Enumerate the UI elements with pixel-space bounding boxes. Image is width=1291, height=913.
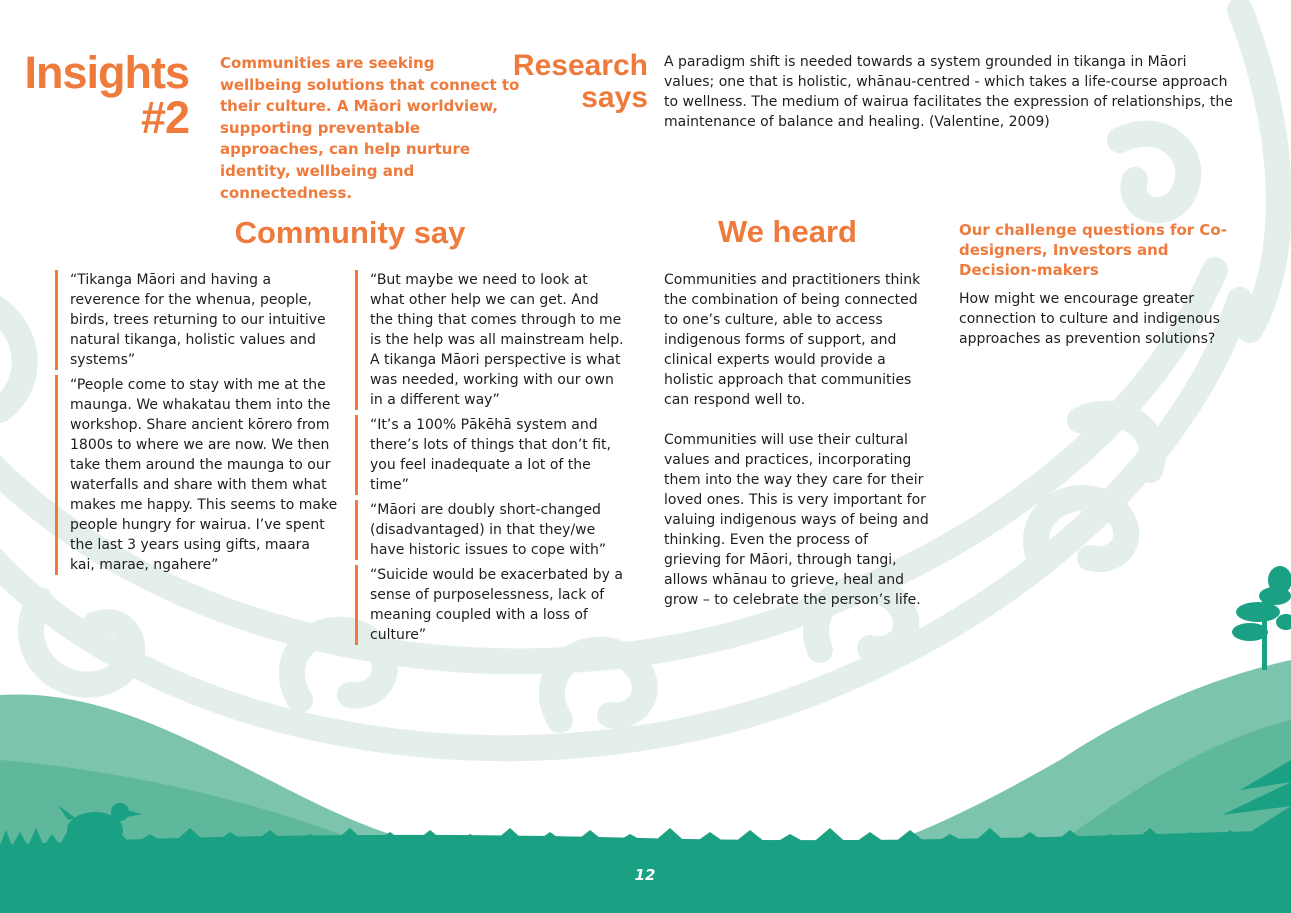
community-quote: “Māori are doubly short-changed (disadvantaged) in that they/we have historic issues to cope with”	[355, 500, 625, 560]
we-heard-heading: We heard	[718, 214, 857, 249]
community-quote: “Suicide would be exacerbated by a sense of purposelessness, lack of meaning coupled with a loss of culture”	[355, 565, 625, 645]
community-quote: “It’s a 100% Pākēhā system and there’s lots of things that don’t fit, you feel inadequate a lot of the time”	[355, 415, 625, 495]
we-heard-paragraph: Communities and practitioners think the combination of being connected to one’s culture, able to access indigenous forms of support, and clinical experts would provide a holistic approach that communities can respond well to.	[664, 272, 921, 408]
community-say-heading: Community say	[234, 215, 466, 250]
research-says-label	[513, 50, 648, 114]
insights-title-line1: Insights	[24, 47, 189, 98]
insights-title	[24, 47, 189, 143]
community-quote: “People come to stay with me at the maunga. We whakatau them into the workshop. Share ancient kōrero from 1800s to where we are now. We then take them around the maunga to our waterfalls and share with them what makes me happy. This seems to make people hungry for wairua. I’ve spent the last 3 years using gifts, maara kai, marae, ngahere”	[55, 375, 338, 575]
insights-title-number: #2	[140, 92, 189, 143]
tree	[1232, 566, 1291, 670]
research-text: A paradigm shift is needed towards a system grounded in tikanga in Māori values; one that is holistic, whānau-centred - which takes a life-course approach to wellness. The medium of wairua facilitates the expression of relationships, the maintenance of balance and healing. (Valentine, 2009)	[664, 54, 1233, 130]
research-label-line1: Research	[512, 49, 648, 82]
research-label-line2: says	[581, 81, 648, 114]
community-quote: “But maybe we need to look at what other help we can get. And the thing that comes through to me is the help was all mainstream help. A tikanga Māori perspective is what was needed, working with our own in a different way”	[355, 270, 625, 410]
challenge-questions-title: Our challenge questions for Co-designers, Investors and Decision-makers	[959, 221, 1227, 279]
community-quote: “Tikanga Māori and having a reverence for the whenua, people, birds, trees returning to our intuitive natural tikanga, holistic values and systems”	[55, 270, 338, 370]
we-heard-paragraph: Communities will use their cultural values and practices, incorporating them into the way they care for their loved ones. This is very important for valuing indigenous ways of being and thinking. Even the process of grieving for Māori, through tangi, allows whānau to grieve, heal and grow – to celebrate the person’s life.	[664, 432, 929, 608]
page-number: 12	[634, 866, 656, 884]
challenge-question: How might we encourage greater connection to culture and indigenous approaches as prevention solutions?	[959, 291, 1220, 347]
we-heard-body	[664, 270, 929, 630]
community-quotes-column-1	[55, 270, 338, 580]
insight-statement: Communities are seeking wellbeing solutions that connect to their culture. A Māori worldview, supporting preventable approaches, can help nurture identity, wellbeing and connectedness.	[220, 54, 520, 202]
community-quotes-column-2	[355, 270, 625, 650]
